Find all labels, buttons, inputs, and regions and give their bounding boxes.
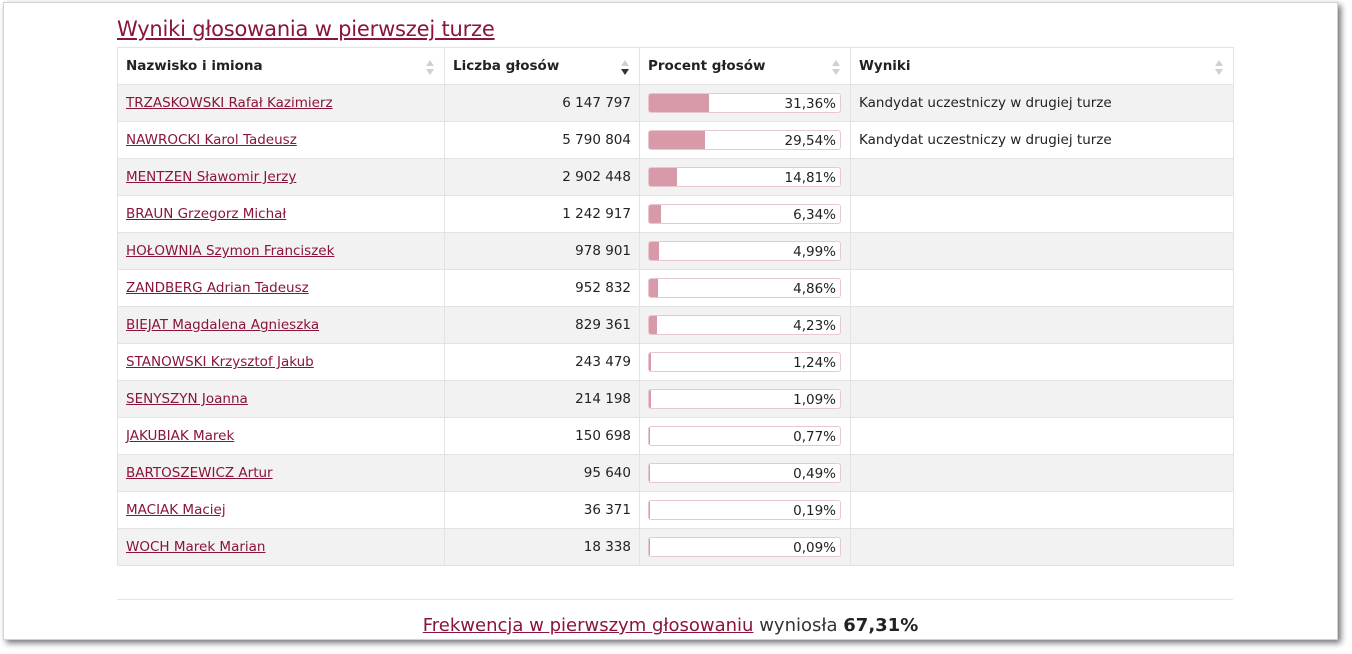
votes-cell: 243 479 xyxy=(445,344,640,381)
column-header-percent[interactable] xyxy=(640,48,851,85)
turnout-value: 67,31% xyxy=(843,615,919,636)
percent-cell xyxy=(640,418,851,455)
percent-cell xyxy=(640,85,851,122)
result-cell xyxy=(851,196,1234,233)
percent-bar xyxy=(648,130,841,150)
votes-cell: 952 832 xyxy=(445,270,640,307)
candidate-name-cell xyxy=(118,455,445,492)
percent-label: 4,86% xyxy=(793,281,836,297)
percent-cell xyxy=(640,529,851,566)
percent-label: 0,19% xyxy=(793,503,836,519)
candidate-link[interactable]: BARTOSZEWICZ Artur xyxy=(126,465,273,481)
candidate-link[interactable]: STANOWSKI Krzysztof Jakub xyxy=(126,354,314,370)
column-header-label: Liczba głosów xyxy=(453,58,560,74)
result-cell xyxy=(851,381,1234,418)
candidate-name-cell xyxy=(118,270,445,307)
percent-label: 1,24% xyxy=(793,355,836,371)
percent-cell xyxy=(640,196,851,233)
votes-cell: 18 338 xyxy=(445,529,640,566)
turnout-summary xyxy=(4,615,1337,636)
table-header-row xyxy=(118,48,1234,85)
column-header-votes[interactable] xyxy=(445,48,640,85)
percent-bar xyxy=(648,241,841,261)
candidate-name-cell xyxy=(118,307,445,344)
percent-bar xyxy=(648,315,841,335)
candidate-name-cell xyxy=(118,122,445,159)
percent-bar-fill xyxy=(649,464,650,482)
table-row xyxy=(118,85,1234,122)
candidate-name-cell xyxy=(118,529,445,566)
result-cell xyxy=(851,418,1234,455)
candidate-name-cell xyxy=(118,381,445,418)
percent-bar-fill xyxy=(649,205,661,223)
result-cell xyxy=(851,233,1234,270)
percent-cell xyxy=(640,122,851,159)
percent-cell xyxy=(640,307,851,344)
percent-bar-fill xyxy=(649,94,709,112)
candidate-link[interactable]: TRZASKOWSKI Rafał Kazimierz xyxy=(126,95,333,111)
table-row xyxy=(118,455,1234,492)
table-row xyxy=(118,196,1234,233)
divider xyxy=(117,599,1233,600)
percent-bar xyxy=(648,500,841,520)
candidate-link[interactable]: SENYSZYN Joanna xyxy=(126,391,248,407)
percent-label: 1,09% xyxy=(793,392,836,408)
percent-label: 0,49% xyxy=(793,466,836,482)
votes-cell: 5 790 804 xyxy=(445,122,640,159)
percent-bar xyxy=(648,278,841,298)
candidate-link[interactable]: NAWROCKI Karol Tadeusz xyxy=(126,132,297,148)
candidate-link[interactable]: BRAUN Grzegorz Michał xyxy=(126,206,287,222)
votes-cell: 95 640 xyxy=(445,455,640,492)
percent-bar xyxy=(648,204,841,224)
result-cell xyxy=(851,159,1234,196)
percent-bar xyxy=(648,537,841,557)
candidate-name-cell xyxy=(118,196,445,233)
candidate-name-cell xyxy=(118,344,445,381)
percent-label: 0,77% xyxy=(793,429,836,445)
percent-label: 4,23% xyxy=(793,318,836,334)
table-row xyxy=(118,270,1234,307)
votes-cell: 2 902 448 xyxy=(445,159,640,196)
percent-cell xyxy=(640,455,851,492)
result-cell xyxy=(851,307,1234,344)
turnout-text: wyniosła xyxy=(759,615,838,636)
result-cell xyxy=(851,270,1234,307)
percent-bar-fill xyxy=(649,390,651,408)
candidate-name-cell xyxy=(118,233,445,270)
candidate-link[interactable]: ZANDBERG Adrian Tadeusz xyxy=(126,280,309,296)
table-row xyxy=(118,344,1234,381)
percent-bar-fill xyxy=(649,242,659,260)
votes-cell: 36 371 xyxy=(445,492,640,529)
percent-label: 0,09% xyxy=(793,540,836,556)
percent-cell xyxy=(640,159,851,196)
percent-cell xyxy=(640,270,851,307)
percent-bar xyxy=(648,389,841,409)
percent-bar-fill xyxy=(649,131,705,149)
percent-bar xyxy=(648,463,841,483)
table-row xyxy=(118,233,1234,270)
percent-bar-fill xyxy=(649,316,657,334)
results-table xyxy=(117,47,1234,566)
candidate-link[interactable]: JAKUBIAK Marek xyxy=(126,428,235,444)
candidate-name-cell xyxy=(118,492,445,529)
votes-cell: 6 147 797 xyxy=(445,85,640,122)
result-cell: Kandydat uczestniczy w drugiej turze xyxy=(851,85,1234,122)
column-header-label: Procent głosów xyxy=(648,58,766,74)
percent-cell xyxy=(640,381,851,418)
page-frame xyxy=(3,2,1338,640)
percent-label: 6,34% xyxy=(793,207,836,223)
percent-bar xyxy=(648,167,841,187)
sort-icon xyxy=(1215,60,1223,76)
sort-icon xyxy=(426,60,434,76)
column-header-label: Nazwisko i imiona xyxy=(126,58,263,74)
percent-label: 4,99% xyxy=(793,244,836,260)
percent-bar-fill xyxy=(649,427,650,445)
candidate-name-cell xyxy=(118,159,445,196)
candidate-link[interactable]: WOCH Marek Marian xyxy=(126,539,266,555)
percent-bar xyxy=(648,93,841,113)
candidate-link[interactable]: MENTZEN Sławomir Jerzy xyxy=(126,169,297,185)
percent-bar-fill xyxy=(649,353,651,371)
results-title-link[interactable]: Wyniki głosowania w pierwszej turze xyxy=(117,17,495,41)
result-cell xyxy=(851,344,1234,381)
votes-cell: 150 698 xyxy=(445,418,640,455)
candidate-name-cell xyxy=(118,85,445,122)
candidate-link[interactable]: HOŁOWNIA Szymon Franciszek xyxy=(126,243,335,259)
percent-bar-fill xyxy=(649,279,658,297)
percent-bar-fill xyxy=(649,168,677,186)
candidate-link[interactable]: BIEJAT Magdalena Agnieszka xyxy=(126,317,320,333)
table-row xyxy=(118,122,1234,159)
candidate-link[interactable]: MACIAK Maciej xyxy=(126,502,226,518)
table-row xyxy=(118,159,1234,196)
candidate-name-cell xyxy=(118,418,445,455)
table-row xyxy=(118,418,1234,455)
result-cell: Kandydat uczestniczy w drugiej turze xyxy=(851,122,1234,159)
turnout-link[interactable]: Frekwencja w pierwszym głosowaniu xyxy=(422,615,754,636)
votes-cell: 978 901 xyxy=(445,233,640,270)
votes-cell: 214 198 xyxy=(445,381,640,418)
sort-icon xyxy=(832,60,840,76)
votes-cell: 1 242 917 xyxy=(445,196,640,233)
sort-desc-icon xyxy=(621,60,629,76)
result-cell xyxy=(851,529,1234,566)
percent-cell xyxy=(640,344,851,381)
percent-label: 14,81% xyxy=(784,170,836,186)
column-header-results[interactable] xyxy=(851,48,1234,85)
percent-label: 29,54% xyxy=(784,133,836,149)
table-row xyxy=(118,381,1234,418)
column-header-name[interactable] xyxy=(118,48,445,85)
result-cell xyxy=(851,492,1234,529)
column-header-label: Wyniki xyxy=(859,58,911,74)
votes-cell: 829 361 xyxy=(445,307,640,344)
table-row xyxy=(118,307,1234,344)
percent-cell xyxy=(640,492,851,529)
percent-bar xyxy=(648,426,841,446)
table-row xyxy=(118,492,1234,529)
percent-label: 31,36% xyxy=(784,96,836,112)
result-cell xyxy=(851,455,1234,492)
table-row xyxy=(118,529,1234,566)
percent-bar xyxy=(648,352,841,372)
percent-cell xyxy=(640,233,851,270)
